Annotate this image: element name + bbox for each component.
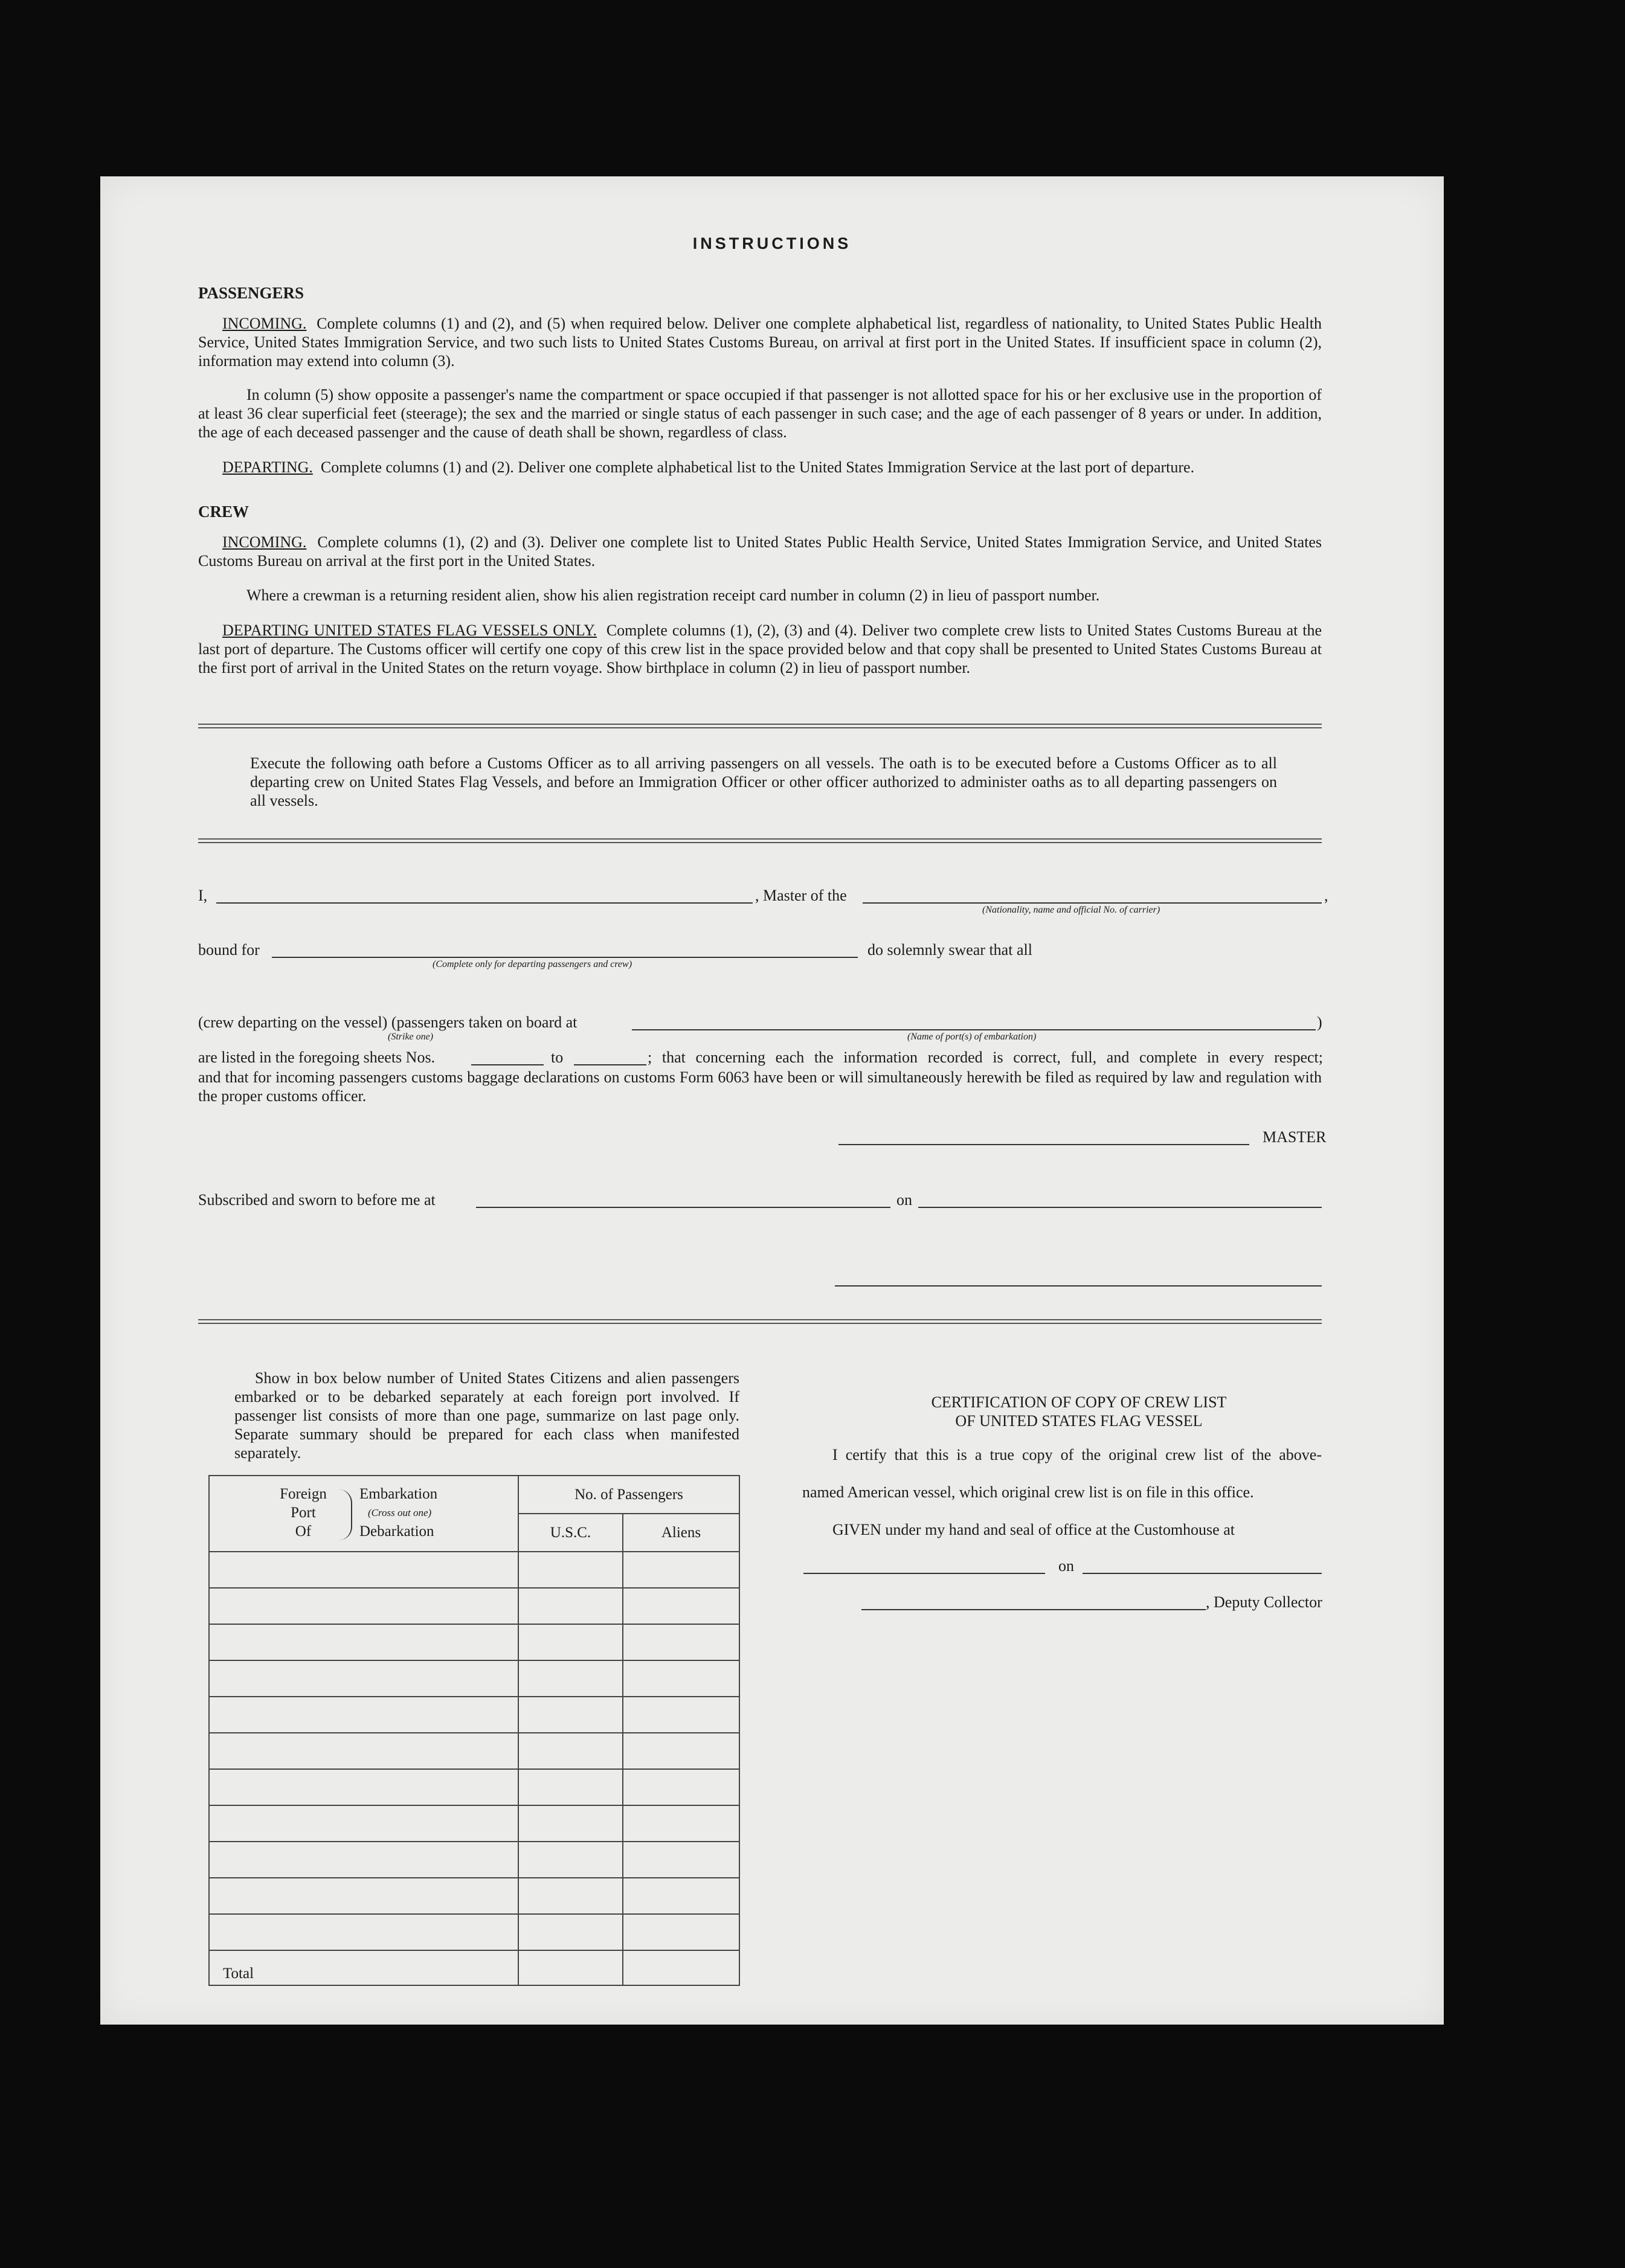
- aliens-cell[interactable]: [623, 1842, 739, 1878]
- strike-hint: (Strike one): [388, 1032, 434, 1042]
- oath-instructions-text: Execute the following oath before a Customs Officer as to all arriving passengers on all vessels. The oath is to be executed before a Customs Officer as to all departing crew on United States Flag Vessels, and before an Immigration Officer or other officer authorized to administer oaths as to all departing passengers on all vessels.: [250, 754, 1277, 809]
- section-divider: [198, 838, 1322, 843]
- oath-close-paren: ): [1317, 1014, 1322, 1031]
- subscribed-label: Subscribed and sworn to before me at: [198, 1191, 436, 1209]
- embarkation-label: Embarkation: [359, 1486, 438, 1502]
- port-header-foreign: Foreign: [280, 1486, 327, 1502]
- total-label: Total: [209, 1950, 518, 1985]
- ports-hint: (Name of port(s) of embarkation): [907, 1032, 1037, 1042]
- usc-header: U.S.C.: [518, 1514, 623, 1552]
- usc-cell[interactable]: [518, 1588, 623, 1624]
- port-cell[interactable]: [209, 1805, 518, 1842]
- passengers-column5-section: [198, 385, 1322, 442]
- usc-cell[interactable]: [518, 1733, 623, 1769]
- port-cell[interactable]: [209, 1878, 518, 1914]
- table-row: [209, 1552, 739, 1588]
- oath-sheets-continued-section: [198, 1068, 1322, 1105]
- page-title: INSTRUCTIONS: [692, 234, 852, 252]
- officer-signature-line[interactable]: [835, 1285, 1322, 1287]
- crew-departing-label: DEPARTING UNITED STATES FLAG VESSELS ONLY.: [222, 622, 597, 639]
- certification-on-label: on: [1058, 1557, 1074, 1575]
- debarkation-label: Debarkation: [359, 1523, 434, 1540]
- passenger-summary-table: [208, 1475, 740, 1986]
- oath-swear-text: do solemnly swear that all: [867, 941, 1032, 959]
- brace-icon: [336, 1489, 352, 1540]
- port-cell[interactable]: [209, 1733, 518, 1769]
- passengers-departing-section: [198, 458, 1322, 477]
- sheets-from-line[interactable]: [471, 1064, 544, 1065]
- table-row: [209, 1624, 739, 1660]
- usc-cell[interactable]: [518, 1624, 623, 1660]
- passengers-departing-label: DEPARTING.: [222, 458, 313, 476]
- master-name-line[interactable]: [216, 902, 753, 904]
- port-cell[interactable]: [209, 1697, 518, 1733]
- certification-heading-line2: OF UNITED STATES FLAG VESSEL: [955, 1412, 1203, 1430]
- passengers-heading: PASSENGERS: [198, 284, 304, 302]
- table-row: [209, 1697, 739, 1733]
- table-row: [209, 1733, 739, 1769]
- oath-comma: ,: [1324, 887, 1328, 904]
- bound-for-hint: (Complete only for departing passengers and crew): [433, 959, 632, 969]
- usc-cell[interactable]: [518, 1697, 623, 1733]
- subscribed-place-line[interactable]: [476, 1207, 890, 1208]
- oath-crew-departing-text: (crew departing on the vessel) (passengers taken on board at: [198, 1014, 578, 1031]
- port-header-port: Port: [291, 1505, 316, 1521]
- sheets-to-line[interactable]: [574, 1064, 646, 1065]
- certification-heading-line1: CERTIFICATION OF COPY OF CREW LIST: [931, 1393, 1227, 1411]
- aliens-cell[interactable]: [623, 1805, 739, 1842]
- passengers-count-header: No. of Passengers: [518, 1476, 739, 1514]
- usc-cell[interactable]: [518, 1914, 623, 1950]
- aliens-cell[interactable]: [623, 1624, 739, 1660]
- ports-line[interactable]: [632, 1029, 1316, 1030]
- deputy-signature-line[interactable]: [861, 1609, 1206, 1610]
- usc-cell[interactable]: [518, 1769, 623, 1805]
- total-usc-cell[interactable]: [518, 1950, 623, 1985]
- table-row: [209, 1878, 739, 1914]
- usc-cell[interactable]: [518, 1878, 623, 1914]
- customhouse-place-line[interactable]: [803, 1573, 1045, 1574]
- cross-out-hint: (Cross out one): [368, 1507, 432, 1518]
- subscribed-date-line[interactable]: [918, 1207, 1322, 1208]
- table-row: [209, 1842, 739, 1878]
- crew-heading: CREW: [198, 503, 249, 521]
- master-label: MASTER: [1263, 1128, 1327, 1146]
- oath-master-of-label: , Master of the: [755, 887, 847, 904]
- certify-line2: named American vessel, which original crew list is on file in this office.: [802, 1483, 1254, 1501]
- port-header-cell: [209, 1476, 518, 1552]
- port-cell[interactable]: [209, 1624, 518, 1660]
- crew-incoming-text: Complete columns (1), (2) and (3). Deliver one complete list to United States Public Health Service, United States Immigration Service, and United States Customs Bureau on arrival at the first port in the United States.: [198, 533, 1322, 570]
- section-divider: [198, 1319, 1322, 1324]
- passengers-incoming-label: INCOMING.: [222, 315, 307, 332]
- passengers-departing-text: Complete columns (1) and (2). Deliver one complete alphabetical list to the United States Immigration Service at the last port of departure.: [320, 458, 1195, 476]
- summary-instructions-text: Show in box below number of United States Citizens and alien passengers embarked or to be debarked separately at each foreign port involved. If passenger list consists of more than one page, summarize on last page only. Separate summary should be prepared for each class when manifested separately.: [234, 1369, 739, 1462]
- port-cell[interactable]: [209, 1914, 518, 1950]
- crew-departing-section: [198, 621, 1322, 677]
- port-cell[interactable]: [209, 1842, 518, 1878]
- port-cell[interactable]: [209, 1769, 518, 1805]
- passengers-incoming-section: [198, 314, 1322, 370]
- oath-instructions-section: [250, 754, 1277, 810]
- port-cell[interactable]: [209, 1588, 518, 1624]
- crew-incoming-section: [198, 533, 1322, 570]
- table-row: [209, 1805, 739, 1842]
- oath-bound-for-label: bound for: [198, 941, 260, 959]
- passengers-column5-text: In column (5) show opposite a passenger's name the compartment or space occupied if that passenger is not allotted space for his or her exclusive use in the proportion of at least 36 clear superficial feet (steerage); the sex and the married or single status of each passenger in such case; and the age of each passenger of 8 years or under. In addition, the age of each deceased passenger and the cause of death shall be shown, regardless of class.: [198, 386, 1322, 441]
- deputy-collector-label: , Deputy Collector: [1206, 1593, 1322, 1611]
- document-page: [100, 176, 1444, 2025]
- passengers-incoming-text: Complete columns (1) and (2), and (5) when required below. Deliver one complete alphabetical list, regardless of nationality, to United States Public Health Service, United States Immigration Service, and two such lists to United States Customs Bureau, on arrival at first port in the United States. If insufficient space in column (2), information may extend into column (3).: [198, 315, 1322, 370]
- certification-date-line[interactable]: [1083, 1573, 1322, 1574]
- oath-sheets-to: to: [551, 1049, 564, 1066]
- subscribed-on-label: on: [896, 1191, 912, 1209]
- table-row: [209, 1914, 739, 1950]
- port-header-of: Of: [295, 1523, 312, 1540]
- certify-line1: I certify that this is a true copy of the original crew list of the above-: [832, 1446, 1322, 1463]
- usc-cell[interactable]: [518, 1842, 623, 1878]
- usc-cell[interactable]: [518, 1805, 623, 1842]
- aliens-cell[interactable]: [623, 1733, 739, 1769]
- crew-resident-section: [198, 586, 1322, 605]
- summary-instructions-section: [234, 1369, 739, 1462]
- aliens-cell[interactable]: [623, 1552, 739, 1588]
- oath-sheets-continued: and that for incoming passengers customs baggage declarations on customs Form 6063 have been or will simultaneously herewith be filed as required by law and regulation with the proper customs officer.: [198, 1068, 1322, 1105]
- usc-cell[interactable]: [518, 1552, 623, 1588]
- aliens-cell[interactable]: [623, 1914, 739, 1950]
- total-aliens-cell[interactable]: [623, 1950, 739, 1985]
- master-signature-line[interactable]: [838, 1144, 1249, 1145]
- table-row: [209, 1660, 739, 1697]
- table-row: [209, 1588, 739, 1624]
- certification-heading: [892, 1393, 1266, 1430]
- oath-i-label: I,: [198, 887, 208, 904]
- aliens-header: Aliens: [623, 1514, 739, 1552]
- oath-sheets-suffix: ; that concerning each the information recorded is correct, full, and complete in every respect;: [648, 1049, 1323, 1066]
- usc-cell[interactable]: [518, 1660, 623, 1697]
- oath-sheets-prefix: are listed in the foregoing sheets Nos.: [198, 1049, 436, 1066]
- port-cell[interactable]: [209, 1552, 518, 1588]
- crew-resident-text: Where a crewman is a returning resident alien, show his alien registration receipt card number in column (2) in lieu of passport number.: [246, 586, 1100, 604]
- aliens-cell[interactable]: [623, 1660, 739, 1697]
- aliens-cell[interactable]: [623, 1878, 739, 1914]
- table-row: [209, 1769, 739, 1805]
- carrier-line[interactable]: [863, 902, 1322, 904]
- carrier-hint: (Nationality, name and official No. of carrier): [982, 905, 1160, 915]
- aliens-cell[interactable]: [623, 1769, 739, 1805]
- given-text: GIVEN under my hand and seal of office at the Customhouse at: [832, 1521, 1235, 1538]
- aliens-cell[interactable]: [623, 1697, 739, 1733]
- port-cell[interactable]: [209, 1660, 518, 1697]
- crew-departing-text: Complete columns (1), (2), (3) and (4). Deliver two complete crew lists to United States Customs Bureau at the last port of departure. The Customs officer will certify one copy of this crew list in the space provided below and that copy shall be presented to United States Customs Bureau at the first port of arrival in the United States on the return voyage. Show birthplace in column (2) in lieu of passport number.: [198, 622, 1322, 676]
- bound-for-line[interactable]: [272, 957, 858, 958]
- crew-incoming-label: INCOMING.: [222, 533, 307, 551]
- aliens-cell[interactable]: [623, 1588, 739, 1624]
- section-divider: [198, 724, 1322, 728]
